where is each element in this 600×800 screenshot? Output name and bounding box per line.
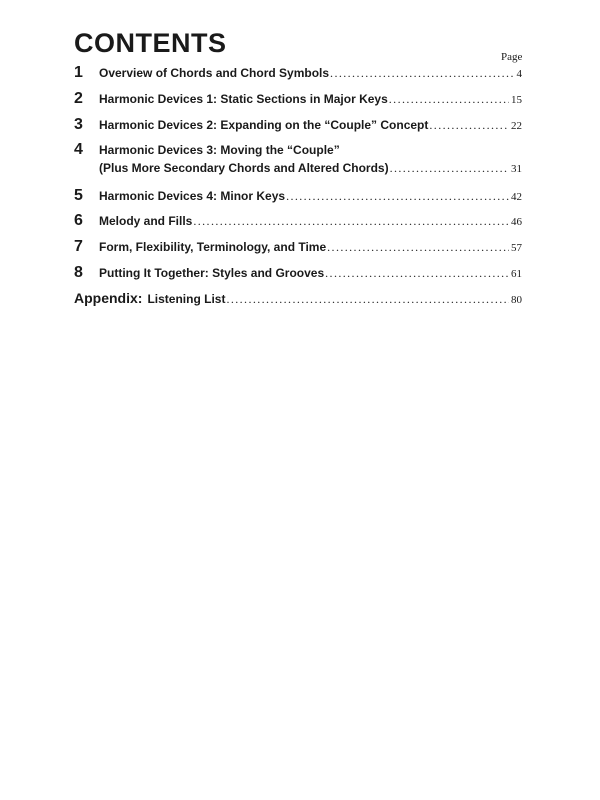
toc-entry-page: 22 <box>511 120 522 132</box>
dot-leader <box>226 292 509 307</box>
dot-leader <box>193 214 509 229</box>
dot-leader <box>325 266 509 281</box>
dot-leader <box>327 240 509 255</box>
toc-entry-number: 3 <box>74 116 83 133</box>
toc-entry-page: 42 <box>511 191 522 203</box>
toc-entry-number: 2 <box>74 90 83 107</box>
toc-entry-page: 4 <box>516 68 522 80</box>
toc-entry-number: 5 <box>74 187 83 204</box>
dot-leader <box>330 66 514 81</box>
toc-entry <box>74 90 522 108</box>
appendix-label: Appendix: <box>74 290 143 306</box>
toc-entry <box>74 238 522 256</box>
toc-entry-page: 31 <box>511 163 522 175</box>
toc-entry-page: 46 <box>511 216 522 228</box>
dot-leader <box>389 92 509 107</box>
appendix-page: 80 <box>511 294 522 306</box>
toc-entry-subtitle: (Plus More Secondary Chords and Altered Chords) <box>99 161 389 175</box>
toc-entry-title: Harmonic Devices 2: Expanding on the “Couple” Concept <box>99 118 429 132</box>
toc-entry <box>74 212 522 230</box>
toc-entry-page: 57 <box>511 242 522 254</box>
toc-entry-title: Putting It Together: Styles and Grooves <box>99 266 325 280</box>
toc-entry-continuation <box>99 161 522 176</box>
toc-entry <box>74 116 522 134</box>
toc-entry <box>74 141 522 159</box>
page-title: CONTENTS <box>74 28 227 58</box>
toc-entry <box>74 64 522 82</box>
toc-entry-title: Melody and Fills <box>99 214 193 228</box>
toc-entry-number: 7 <box>74 238 83 255</box>
toc-entry-page: 15 <box>511 94 522 106</box>
toc-entry-title: Form, Flexibility, Terminology, and Time <box>99 240 327 254</box>
appendix-title: Listening List <box>147 292 226 306</box>
toc-entry-number: 4 <box>74 141 83 158</box>
dot-leader <box>286 189 509 204</box>
toc-entry <box>74 187 522 205</box>
toc-entry-number: 1 <box>74 64 83 81</box>
toc-entry-title: Harmonic Devices 1: Static Sections in Major Keys <box>99 92 388 106</box>
page-column-label: Page <box>501 51 523 63</box>
toc-appendix <box>74 290 522 307</box>
toc-entry-number: 6 <box>74 212 83 229</box>
toc-entry-title: Harmonic Devices 4: Minor Keys <box>99 189 286 203</box>
dot-leader <box>429 118 509 133</box>
toc-entry-number: 8 <box>74 264 83 281</box>
dot-leader <box>390 161 509 176</box>
toc-entry-page: 61 <box>511 268 522 280</box>
toc-entry-title: Overview of Chords and Chord Symbols <box>99 66 330 80</box>
toc-entry-title: Harmonic Devices 3: Moving the “Couple” <box>99 143 340 157</box>
toc-entry <box>74 264 522 282</box>
